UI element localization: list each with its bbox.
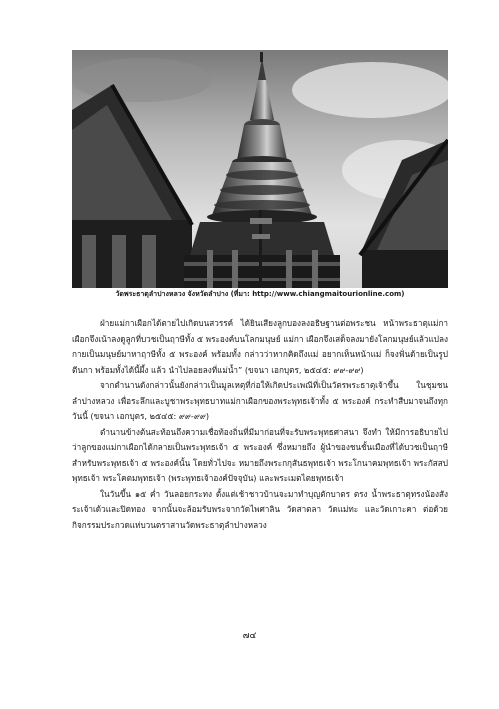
- paragraph-1: ฝ่ายแม่กาเผือกได้ตายไปเกิดบนสวรรค์ ได้ยินเสียงลูกบองลงอธิษฐานต่อพระชน หน้าพระธาตุแม่กาเผือกจึงเน้าลงดูลูกที่บวชเป็นฤาษีทั้ง ๕ พระองค์บนโลกมนุษย์ แม่กา เผือกจึงเสด็จลงมายังโลกมนุษย์แล้วแปลงกายเป็นมนุษย์มาหาฤาษีทั้ง ๕ พระองค์ พร้อมทั้ง กล่าวว่าหากคิดถึงแม่ อยากเห็นหน้าแม่ ก็จงฟั่นด้ายเป็นรูปตีนกา พร้อมทั้งได้นี้ผึ้ง แล้ว นำไปลอยลงที่แม่น้ำ” (ขจนา เอกบุตร, ๒๕๔๕: ๙๙-๙๙): [72, 318, 448, 375]
- temple-photo: [72, 50, 448, 300]
- paragraph-3: ตำนานข้างต้นสะท้อนถึงความเชื่อท้องถิ่นที่มีมาก่อนที่จะรับพระพุทธศาสนา จึงทำ ให้มีการอธิบายไปว่าลูกของแม่กาเผือกได้กลายเป็นพระพุทธเจ้า ๕ พระองค์ ซึ่งหมายถึง ผู้นำของชนชั้นเมืองที่ได้บวชเป็นฤาษี สำหรับพระพุทธเจ้า ๕ พระองค์นั้น โดยทั่วไปจะ หมายถึงพระกกุสันธพุทธเจ้า พระโกนาคมพุทธเจ้า พระกัสสปพุทธเจ้า พระโคตมพุทธเจ้า (พระพุทธเจ้าองค์ปัจจุบัน) และพระเมตไตยพุทธเจ้า: [72, 426, 448, 483]
- page-number: ๗๔: [242, 631, 257, 641]
- paragraph-2: จากตำนานดังกล่าวนั้นยังกล่าวเป็นมูลเหตุที่ก่อให้เกิดประเพณีที่เป็นวัตรพระธาตุเจ้าขึ้น ในชุมชนลำปางหลวง เพื่อระลึกและบูชาพระพุทธบาทแม่กาเผือกของพระพุทธเจ้าทั้ง ๕ พระองค์ กระทำสืบมาจนถึงทุกวันนี้ (ขจนา เอกบุตร, ๒๕๔๕: ๙๙-๙๙): [72, 380, 448, 421]
- temple-photo-drawing: [72, 50, 448, 300]
- figure-caption: วัดพระธาตุลำปางหลวง จังหวัดลำปาง (ที่มา: http://www.chiangmaitourionline.com): [72, 288, 448, 300]
- body-text: [72, 316, 448, 533]
- paragraph-4: ในวันขึ้น ๑๕ ค่ำ วันลอยกระทง ตั้งแต่เช้าชาวบ้านจะมาทำบุญตักบาตร ตรง น้ำพระธาตุทรงน้องสังระเจ้าเด้วและปิดทอง จากนั้นจะล้อมรับพระจากวัดไพศาลิน วัดสาตลา วัดแม่ทะ และวัดเกาะคา ต่อด้วยกิจกรรมประกวดแห่บวนตราสานวัดพระธาตุลำปางหลวง: [72, 488, 448, 530]
